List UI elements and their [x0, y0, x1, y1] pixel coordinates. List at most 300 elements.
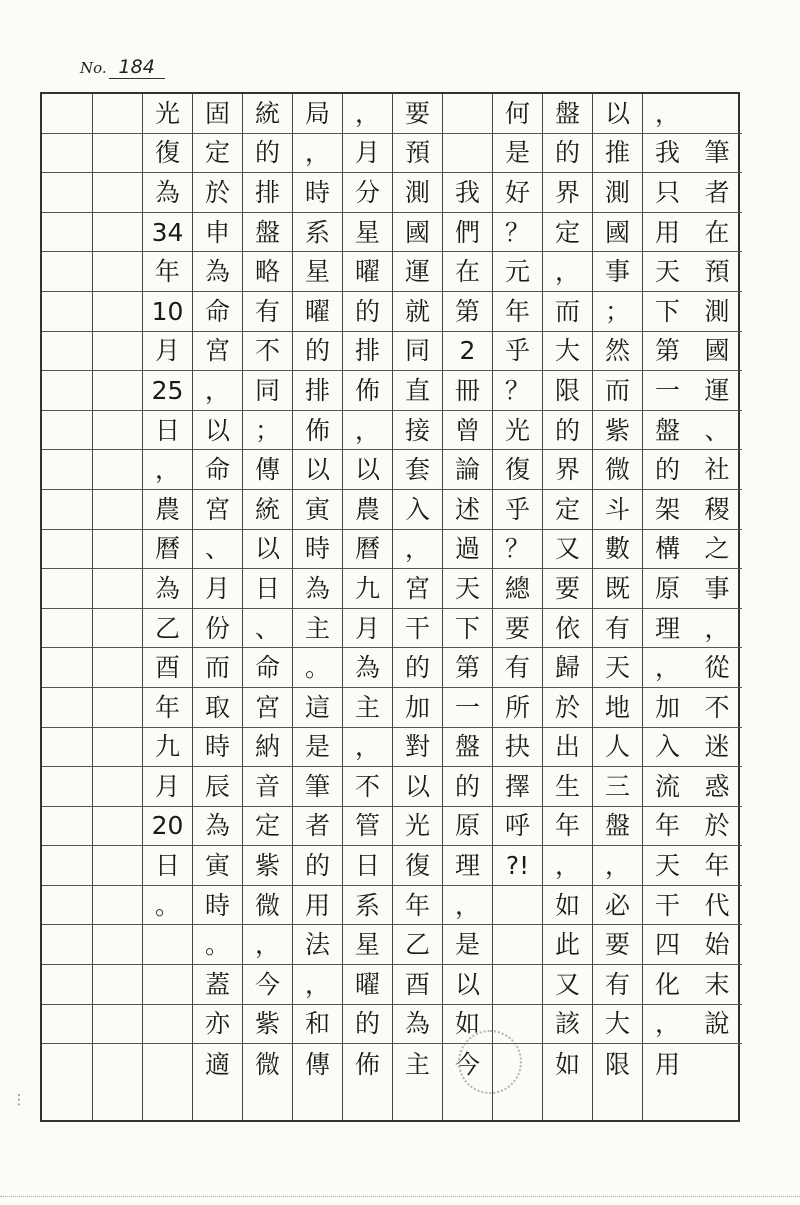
manuscript-cell: 適	[204, 1049, 230, 1079]
manuscript-cell: 定	[193, 134, 242, 174]
manuscript-cell: 的	[343, 1005, 392, 1045]
manuscript-cell	[93, 292, 142, 332]
manuscript-cell: 在	[692, 213, 742, 253]
manuscript-cell: 又	[543, 530, 592, 570]
manuscript-cell: 為	[343, 648, 392, 688]
manuscript-cell: 有	[493, 648, 542, 688]
manuscript-cell: 盤	[643, 411, 692, 451]
manuscript-cell: 申	[193, 213, 242, 253]
manuscript-cell: 此	[543, 925, 592, 965]
manuscript-cell: 的	[293, 332, 342, 372]
manuscript-cell: 以	[343, 450, 392, 490]
manuscript-cell: 推	[593, 134, 642, 174]
manuscript-cell: 紫	[243, 1005, 292, 1045]
manuscript-cell: 曆	[143, 530, 192, 570]
manuscript-cell: 紫	[593, 411, 642, 451]
manuscript-cell	[93, 807, 142, 847]
manuscript-cell: 以	[393, 767, 442, 807]
bottom-divider	[0, 1196, 800, 1197]
manuscript-cell: 年	[393, 886, 442, 926]
manuscript-cell: 理	[643, 609, 692, 649]
manuscript-cell: 擇	[493, 767, 542, 807]
manuscript-cell: 要	[493, 609, 542, 649]
manuscript-cell: 盤	[243, 213, 292, 253]
manuscript-cell: 月	[343, 134, 392, 174]
manuscript-cell	[93, 767, 142, 807]
manuscript-cell: 、	[193, 530, 242, 570]
manuscript-cell: 寅	[193, 846, 242, 886]
manuscript-cell	[42, 925, 92, 965]
manuscript-cell: 和	[293, 1005, 342, 1045]
manuscript-cell	[493, 925, 542, 965]
manuscript-cell: 們	[443, 213, 492, 253]
manuscript-cell: 的	[443, 767, 492, 807]
manuscript-cell: ，	[692, 609, 742, 649]
manuscript-cell	[93, 609, 142, 649]
manuscript-cell	[143, 925, 192, 965]
manuscript-column	[492, 94, 542, 1120]
manuscript-cell	[93, 648, 142, 688]
manuscript-cell: 有	[593, 965, 642, 1005]
manuscript-cell: 年	[493, 292, 542, 332]
manuscript-cell: 年	[643, 807, 692, 847]
manuscript-cell: ，	[343, 728, 392, 768]
manuscript-cell	[143, 965, 192, 1005]
manuscript-column	[292, 94, 342, 1120]
manuscript-cell	[93, 411, 142, 451]
manuscript-cell: 筆	[692, 134, 742, 174]
manuscript-cell: 預	[393, 134, 442, 174]
manuscript-cell: 歸	[543, 648, 592, 688]
manuscript-cell: 寅	[293, 490, 342, 530]
manuscript-cell: 宮	[393, 569, 442, 609]
manuscript-cell: 排	[293, 371, 342, 411]
manuscript-cell: 以	[243, 530, 292, 570]
manuscript-cell: 的	[243, 134, 292, 174]
manuscript-cell: 10	[143, 292, 192, 332]
manuscript-cell: 2	[443, 332, 492, 372]
manuscript-cell	[42, 94, 92, 134]
manuscript-cell: 系	[293, 213, 342, 253]
manuscript-cell: 為	[193, 807, 242, 847]
manuscript-cell: 加	[393, 688, 442, 728]
manuscript-cell: 是	[493, 134, 542, 174]
manuscript-cell: 略	[243, 252, 292, 292]
manuscript-cell	[42, 609, 92, 649]
manuscript-cell: 好	[493, 173, 542, 213]
manuscript-cell: ，	[643, 94, 692, 134]
manuscript-cell: 第	[443, 648, 492, 688]
manuscript-cell: 、	[692, 411, 742, 451]
manuscript-cell: 者	[293, 807, 342, 847]
manuscript-cell: 限	[604, 1049, 630, 1079]
manuscript-cell: 述	[443, 490, 492, 530]
manuscript-cell	[93, 688, 142, 728]
manuscript-column	[542, 94, 592, 1120]
manuscript-column	[442, 94, 492, 1120]
manuscript-cell: 是	[293, 728, 342, 768]
manuscript-cell: ，	[193, 371, 242, 411]
manuscript-cell	[93, 1005, 142, 1045]
manuscript-cell: 總	[493, 569, 542, 609]
manuscript-cell: 稷	[692, 490, 742, 530]
manuscript-cell	[42, 252, 92, 292]
manuscript-cell: 運	[692, 371, 742, 411]
manuscript-cell	[42, 846, 92, 886]
manuscript-cell: 日	[143, 846, 192, 886]
manuscript-cell: 乙	[143, 609, 192, 649]
manuscript-cell: 直	[393, 371, 442, 411]
manuscript-column	[142, 94, 192, 1120]
manuscript-cell	[143, 1005, 192, 1045]
manuscript-cell: 。	[193, 925, 242, 965]
manuscript-cell: 。	[143, 886, 192, 926]
manuscript-cell: 20	[143, 807, 192, 847]
manuscript-cell	[93, 450, 142, 490]
manuscript-cell: 的	[393, 648, 442, 688]
manuscript-cell: 這	[293, 688, 342, 728]
manuscript-cell: 下	[643, 292, 692, 332]
manuscript-cell	[42, 292, 92, 332]
manuscript-cell	[42, 213, 92, 253]
manuscript-cell	[93, 94, 142, 134]
manuscript-cell: 酉	[393, 965, 442, 1005]
manuscript-cell	[42, 688, 92, 728]
manuscript-cell: 我	[443, 173, 492, 213]
manuscript-cell: 界	[543, 173, 592, 213]
manuscript-cell: 系	[343, 886, 392, 926]
manuscript-cell: 事	[593, 252, 642, 292]
manuscript-cell	[42, 134, 92, 174]
manuscript-cell: 定	[243, 807, 292, 847]
manuscript-cell: 為	[393, 1005, 442, 1045]
manuscript-cell: 為	[143, 173, 192, 213]
manuscript-cell: 宮	[243, 688, 292, 728]
manuscript-cell: 佈	[293, 411, 342, 451]
manuscript-cell: 接	[393, 411, 442, 451]
manuscript-cell: 測	[593, 173, 642, 213]
manuscript-cell: 納	[243, 728, 292, 768]
manuscript-cell: ，	[643, 648, 692, 688]
manuscript-cell: 干	[643, 886, 692, 926]
manuscript-cell: 農	[143, 490, 192, 530]
manuscript-cell: 今	[243, 965, 292, 1005]
manuscript-cell: 說	[692, 1005, 742, 1045]
manuscript-column	[242, 94, 292, 1120]
manuscript-cell: 命	[193, 292, 242, 332]
manuscript-cell: 迷	[692, 728, 742, 768]
manuscript-cell: ，	[543, 846, 592, 886]
manuscript-cell	[42, 332, 92, 372]
manuscript-cell: 25	[143, 371, 192, 411]
manuscript-cell: 佈	[343, 371, 392, 411]
manuscript-cell: 局	[293, 94, 342, 134]
manuscript-cell: 惑	[692, 767, 742, 807]
manuscript-cell: ，	[393, 530, 442, 570]
manuscript-cell: 乙	[393, 925, 442, 965]
manuscript-cell	[42, 965, 92, 1005]
manuscript-cell: 月	[143, 767, 192, 807]
circular-stamp-icon	[458, 1030, 522, 1094]
page-number-label: No.	[80, 59, 107, 77]
manuscript-cell: 光	[393, 807, 442, 847]
manuscript-cell	[42, 530, 92, 570]
manuscript-cell: 天	[643, 252, 692, 292]
manuscript-cell	[42, 886, 92, 926]
manuscript-cell: ，	[543, 252, 592, 292]
manuscript-cell: ，	[143, 450, 192, 490]
manuscript-cell: 光	[143, 94, 192, 134]
manuscript-cell: 干	[393, 609, 442, 649]
manuscript-cell: 34	[143, 213, 192, 253]
manuscript-cell: 同	[393, 332, 442, 372]
manuscript-cell: 又	[543, 965, 592, 1005]
manuscript-cell: 從	[692, 648, 742, 688]
manuscript-cell: 復	[393, 846, 442, 886]
manuscript-cell: 乎	[493, 490, 542, 530]
manuscript-cell: 冊	[443, 371, 492, 411]
manuscript-cell: ，	[343, 94, 392, 134]
manuscript-cell: 命	[193, 450, 242, 490]
manuscript-cell: 日	[243, 569, 292, 609]
manuscript-cell: 復	[493, 450, 542, 490]
manuscript-cell: 而	[193, 648, 242, 688]
manuscript-cell	[93, 173, 142, 213]
manuscript-cell	[42, 371, 92, 411]
manuscript-column	[192, 94, 242, 1120]
manuscript-cell	[93, 965, 142, 1005]
manuscript-column	[392, 94, 442, 1120]
manuscript-cell: ，	[343, 411, 392, 451]
manuscript-cell: 預	[692, 252, 742, 292]
manuscript-cell: 理	[443, 846, 492, 886]
manuscript-cell: 天	[593, 648, 642, 688]
manuscript-cell: 星	[343, 925, 392, 965]
manuscript-cell: 下	[443, 609, 492, 649]
manuscript-cell: 法	[293, 925, 342, 965]
manuscript-cell: 曆	[343, 530, 392, 570]
manuscript-cell: 出	[543, 728, 592, 768]
manuscript-cell: 乎	[493, 332, 542, 372]
manuscript-cell	[93, 846, 142, 886]
manuscript-cell: 三	[593, 767, 642, 807]
manuscript-column	[692, 94, 742, 1120]
manuscript-cell: 事	[692, 569, 742, 609]
manuscript-cell: ？	[493, 213, 542, 253]
manuscript-cell: 化	[643, 965, 692, 1005]
manuscript-cell	[42, 767, 92, 807]
manuscript-cell: 亦	[193, 1005, 242, 1045]
manuscript-cell: 不	[692, 688, 742, 728]
manuscript-cell: 日	[343, 846, 392, 886]
manuscript-cell	[93, 886, 142, 926]
manuscript-cell: 國	[393, 213, 442, 253]
manuscript-cell: 入	[643, 728, 692, 768]
manuscript-cell: 盤	[593, 807, 642, 847]
manuscript-cell: 大	[543, 332, 592, 372]
manuscript-cell: 主	[343, 688, 392, 728]
manuscript-cell: 者	[692, 173, 742, 213]
manuscript-cell: 天	[443, 569, 492, 609]
manuscript-cell: 有	[243, 292, 292, 332]
page-number-value: 184	[109, 56, 165, 79]
manuscript-cell: 論	[443, 450, 492, 490]
manuscript-cell: 時	[293, 530, 342, 570]
manuscript-cell: 曜	[293, 292, 342, 332]
manuscript-cell: 之	[692, 530, 742, 570]
manuscript-cell: 以	[443, 965, 492, 1005]
manuscript-cell: 主	[404, 1049, 430, 1079]
manuscript-cell: ，	[293, 134, 342, 174]
manuscript-cell: 年	[143, 252, 192, 292]
manuscript-cell: ，	[443, 886, 492, 926]
manuscript-cell: 不	[243, 332, 292, 372]
manuscript-cell	[42, 728, 92, 768]
manuscript-cell	[93, 1044, 142, 1084]
manuscript-cell: ，	[643, 1005, 692, 1045]
manuscript-cell	[93, 134, 142, 174]
manuscript-cell: 依	[543, 609, 592, 649]
manuscript-cell: 時	[193, 728, 242, 768]
manuscript-cell: 元	[493, 252, 542, 292]
manuscript-cell: 光	[493, 411, 542, 451]
manuscript-cell: 始	[692, 925, 742, 965]
manuscript-cell: 辰	[193, 767, 242, 807]
manuscript-cell: 斗	[593, 490, 642, 530]
manuscript-cell: 同	[243, 371, 292, 411]
manuscript-column	[592, 94, 642, 1120]
manuscript-cell: 加	[643, 688, 692, 728]
manuscript-cell: 一	[443, 688, 492, 728]
manuscript-cell: 如	[554, 1049, 580, 1079]
manuscript-cell	[42, 173, 92, 213]
manuscript-cell: 微	[243, 886, 292, 926]
manuscript-cell: 對	[393, 728, 442, 768]
manuscript-cell: 月	[343, 609, 392, 649]
manuscript-cell: 原	[443, 807, 492, 847]
manuscript-cell: 有	[593, 609, 642, 649]
manuscript-cell	[42, 648, 92, 688]
manuscript-cell	[93, 490, 142, 530]
manuscript-cell: 定	[543, 213, 592, 253]
manuscript-cell: 構	[643, 530, 692, 570]
manuscript-cell: 於	[543, 688, 592, 728]
manuscript-cell: 用	[654, 1049, 680, 1079]
manuscript-cell: 原	[643, 569, 692, 609]
manuscript-cell: 地	[593, 688, 642, 728]
manuscript-cell: 。	[293, 648, 342, 688]
manuscript-cell	[93, 252, 142, 292]
manuscript-cell	[493, 886, 542, 926]
manuscript-cell: 的	[543, 134, 592, 174]
manuscript-cell: 數	[593, 530, 642, 570]
manuscript-grid	[40, 92, 740, 1122]
manuscript-cell: 大	[593, 1005, 642, 1045]
manuscript-cell: 四	[643, 925, 692, 965]
manuscript-cell: 、	[243, 609, 292, 649]
manuscript-cell	[42, 569, 92, 609]
manuscript-cell: 國	[692, 332, 742, 372]
manuscript-cell	[692, 94, 742, 134]
manuscript-cell: 曜	[343, 252, 392, 292]
manuscript-cell: ，	[593, 846, 642, 886]
manuscript-cell	[93, 728, 142, 768]
manuscript-cell: 代	[692, 886, 742, 926]
manuscript-cell: 的	[343, 292, 392, 332]
manuscript-column	[92, 94, 142, 1120]
manuscript-column	[342, 94, 392, 1120]
manuscript-cell: 過	[443, 530, 492, 570]
manuscript-cell: 而	[543, 292, 592, 332]
manuscript-cell: ；	[243, 411, 292, 451]
manuscript-cell: ，	[243, 925, 292, 965]
manuscript-cell: 音	[243, 767, 292, 807]
manuscript-cell: 運	[393, 252, 442, 292]
manuscript-cell: 抉	[493, 728, 542, 768]
manuscript-cell	[42, 490, 92, 530]
manuscript-cell: 以	[593, 94, 642, 134]
manuscript-cell: 定	[543, 490, 592, 530]
manuscript-cell: 在	[443, 252, 492, 292]
manuscript-cell: 第	[443, 292, 492, 332]
manuscript-cell: 星	[293, 252, 342, 292]
manuscript-cell: 不	[343, 767, 392, 807]
manuscript-cell: ?!	[493, 846, 542, 886]
manuscript-cell: 主	[293, 609, 342, 649]
manuscript-cell: 入	[393, 490, 442, 530]
manuscript-cell: 曾	[443, 411, 492, 451]
manuscript-cell: 酉	[143, 648, 192, 688]
manuscript-cell: 宮	[193, 332, 242, 372]
manuscript-cell: 排	[243, 173, 292, 213]
manuscript-cell: 必	[593, 886, 642, 926]
manuscript-cell: 佈	[354, 1049, 380, 1079]
manuscript-cell: ；	[593, 292, 642, 332]
manuscript-cell	[93, 569, 142, 609]
manuscript-cell: 於	[193, 173, 242, 213]
manuscript-cell: 生	[543, 767, 592, 807]
manuscript-cell	[42, 1044, 92, 1084]
manuscript-cell: 今	[454, 1049, 480, 1079]
manuscript-cell: 而	[593, 371, 642, 411]
manuscript-cell: 日	[143, 411, 192, 451]
manuscript-column	[642, 94, 692, 1120]
manuscript-cell: 只	[643, 173, 692, 213]
manuscript-cell	[42, 1005, 92, 1045]
manuscript-cell: 為	[193, 252, 242, 292]
manuscript-cell: 該	[543, 1005, 592, 1045]
manuscript-cell: 紫	[243, 846, 292, 886]
manuscript-cell: 九	[143, 728, 192, 768]
manuscript-column	[42, 94, 92, 1120]
manuscript-cell: 測	[393, 173, 442, 213]
manuscript-cell: 的	[543, 411, 592, 451]
manuscript-cell: 份	[193, 609, 242, 649]
manuscript-cell: 筆	[293, 767, 342, 807]
manuscript-cell: 月	[193, 569, 242, 609]
manuscript-cell: 流	[643, 767, 692, 807]
manuscript-cell	[42, 807, 92, 847]
manuscript-cell: 套	[393, 450, 442, 490]
manuscript-cell: 何	[493, 94, 542, 134]
manuscript-cell: 用	[293, 886, 342, 926]
manuscript-cell: 的	[643, 450, 692, 490]
manuscript-cell: 如	[543, 886, 592, 926]
manuscript-cell: 微	[593, 450, 642, 490]
manuscript-cell: 以	[193, 411, 242, 451]
manuscript-cell	[93, 332, 142, 372]
manuscript-cell: 曜	[343, 965, 392, 1005]
